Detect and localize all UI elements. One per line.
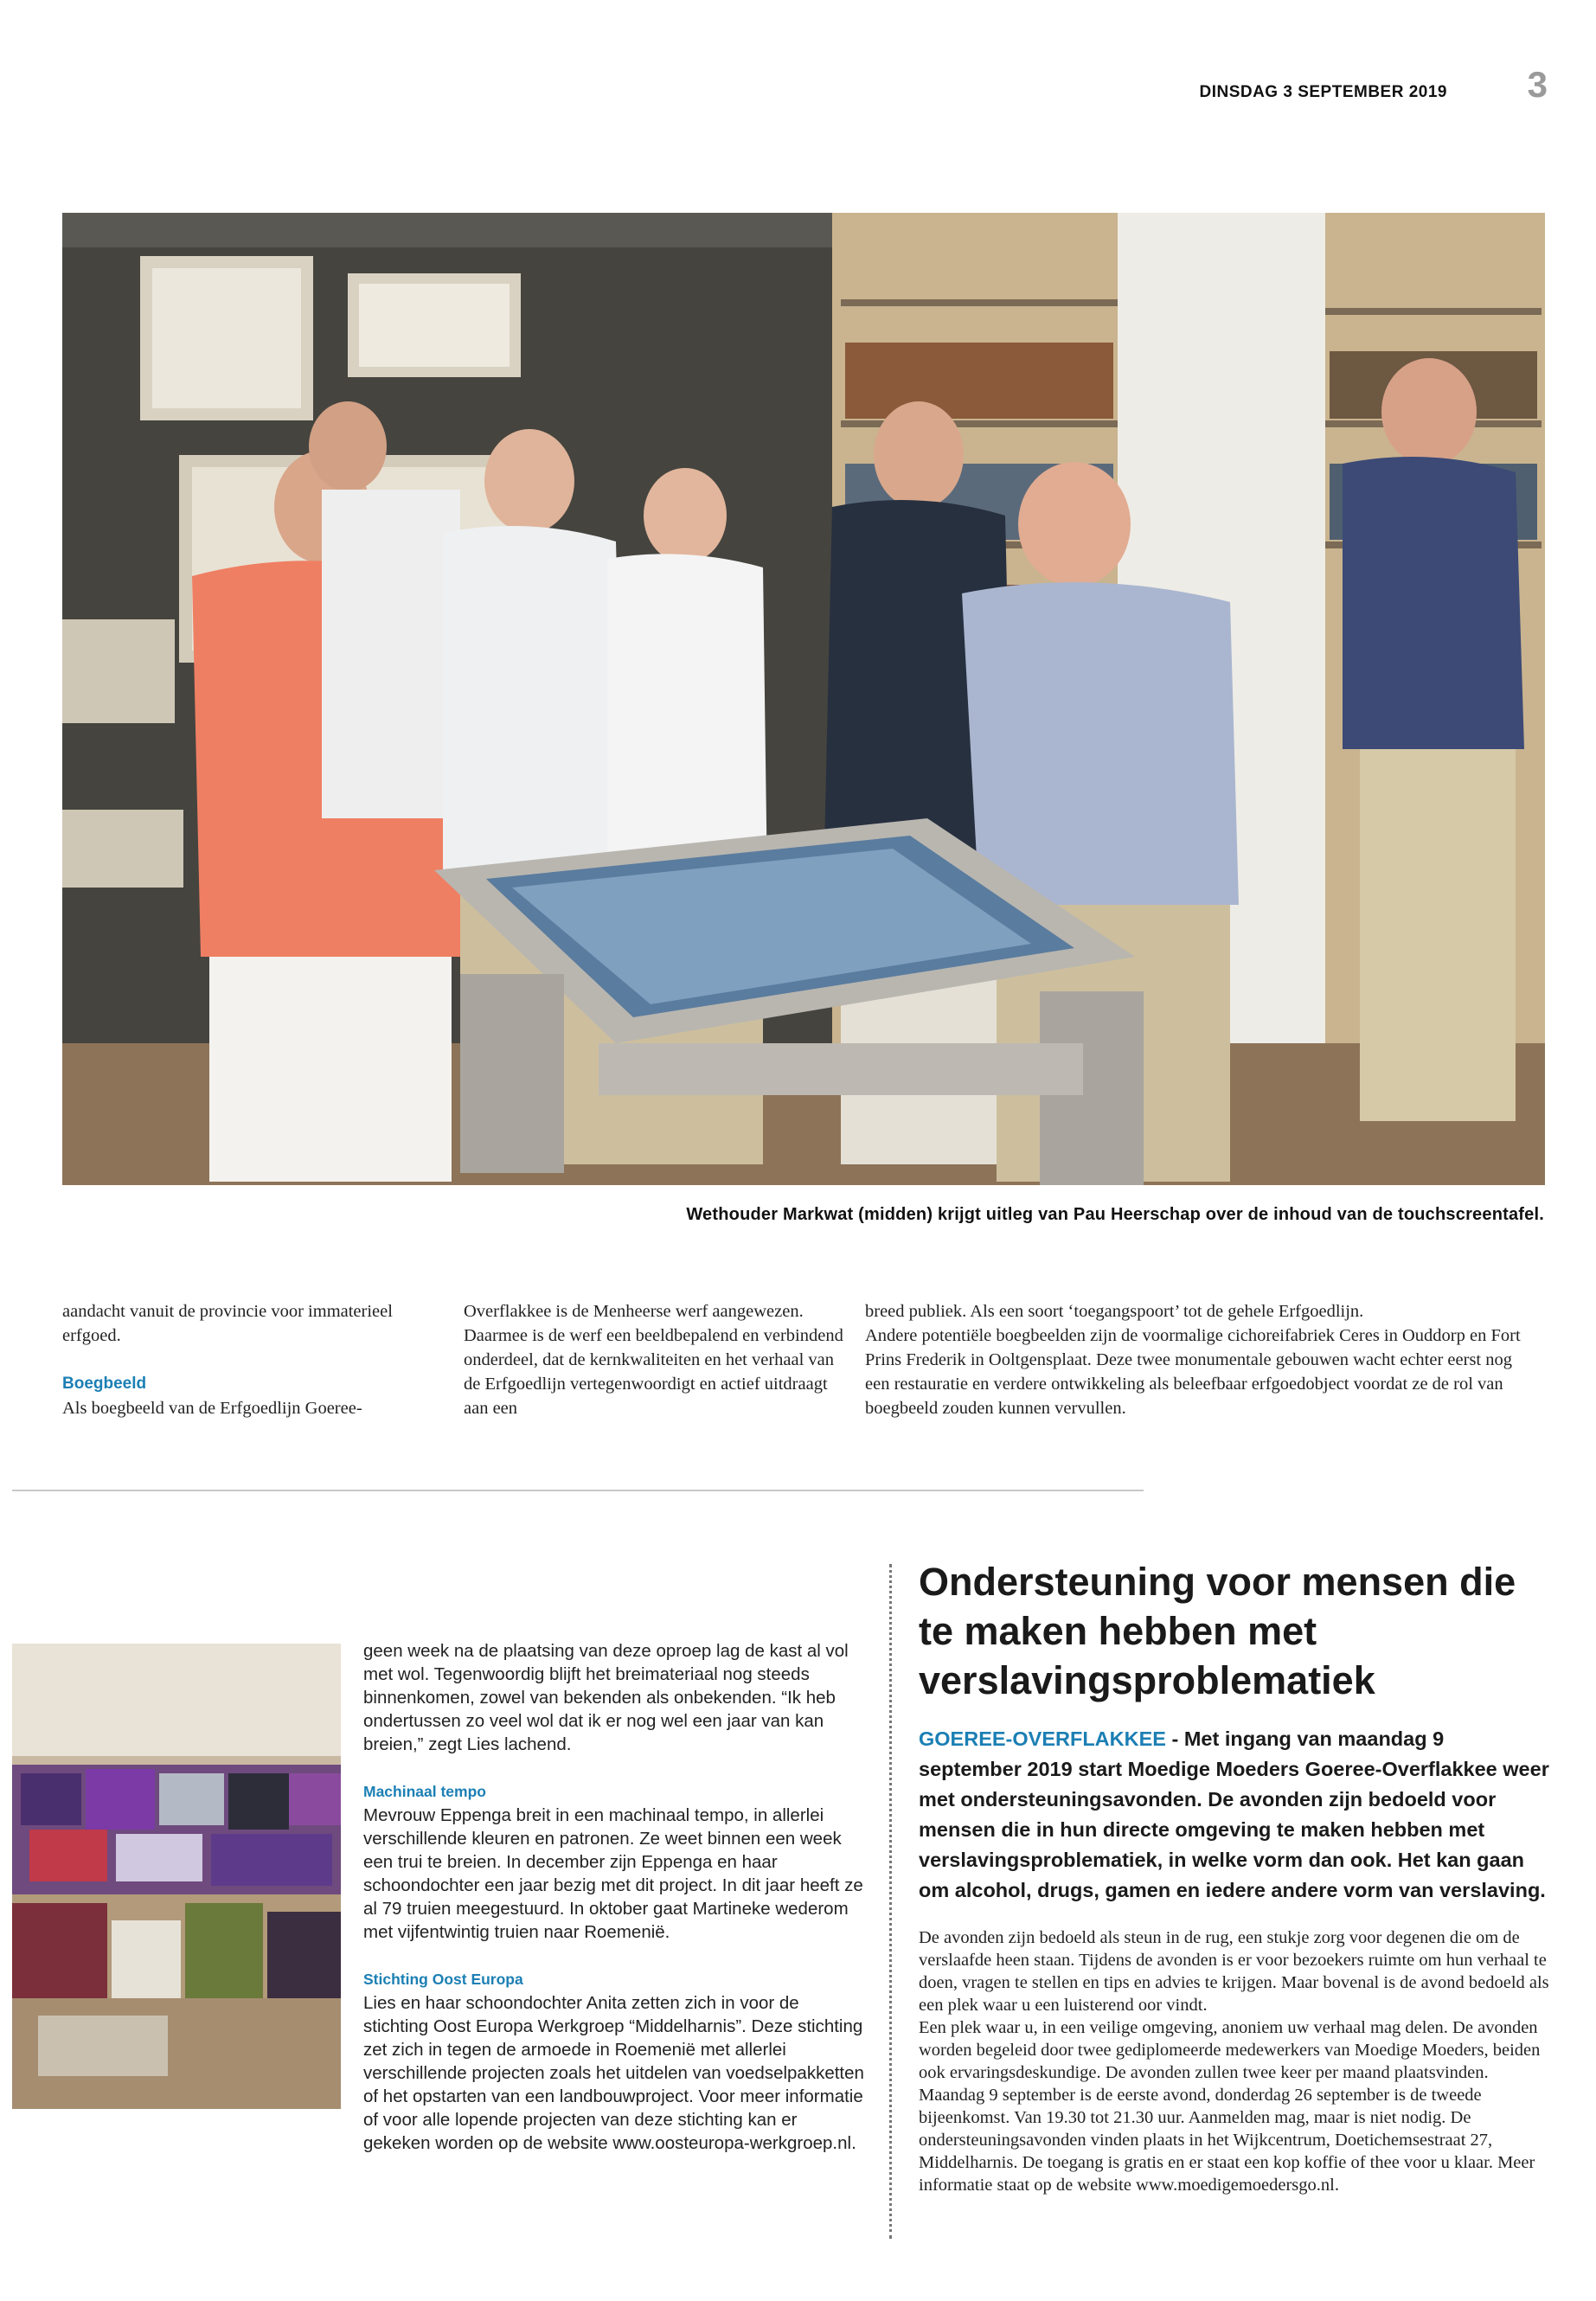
- column-divider: [889, 1564, 892, 2239]
- knitting-photo: [12, 1644, 341, 2109]
- article1-subhead-boegbeeld: Boegbeeld: [62, 1375, 147, 1393]
- main-photo-caption: Wethouder Markwat (midden) krijgt uitleg van Pau Heerschap over de inhoud van de touchscreentafel.: [686, 1205, 1544, 1224]
- section-divider: [12, 1490, 1144, 1491]
- knitting-subhead-stichting-oost-europa: Stichting Oost Europa: [363, 1971, 523, 1988]
- article1-column-3: [865, 1299, 1540, 1420]
- article1-column-1: [62, 1299, 436, 1420]
- article1-col2-paragraph: Overflakkee is de Menheerse werf aangewezen. Daarmee is de werf een beeldbepalend en verbindend onderdeel, dat de kernkwaliteiten en het verhaal van de Erfgoedlijn vertegenwoordigt en actief uitdraagt aan een: [464, 1302, 843, 1418]
- article1-col3-paragraph-2: Andere potentiële boegbeelden zijn de voormalige cichoreifabriek Ceres in Ouddorp en Fort Prins Frederik in Ooltgensplaat. Deze twee monumentale gebouwen wacht echter eerst nog een restauratie en verdere ontwikkeling als beleefbaar erfgoedobject voordat ze de rol van boegbeeld zouden kunnen vervullen.: [865, 1326, 1521, 1418]
- knitting-paragraph-3: Lies en haar schoondochter Anita zetten zich in voor de stichting Oost Europa Werkgroep “Middelharnis”. Deze stichting zet zich in tegen de armoede in Roemenië met allerlei verschillende projecten zoals het uitdelen van voedselpakketten of het opstarten van een landbouwproject. Voor meer informatie of voor alle lopende projecten van deze stichting kan er gekeken worden op de website www.oosteuropa-werkgroep.nl.: [363, 1993, 864, 2153]
- article2-lead: [919, 1724, 1550, 1906]
- article1-col1-paragraph: aandacht vanuit de provincie voor immaterieel erfgoed.: [62, 1302, 393, 1345]
- article1-column-2: [464, 1299, 844, 1420]
- article2-paragraph-1: De avonden zijn bedoeld als steun in de rug, een stukje zorg voor degenen die om de verslaafde heen staan. Tijdens de avonden is er voor bezoekers ruimte om hun verhaal te doen, vragen te stellen en tips en advies te krijgen. Maar bovenal is de avond bedoeld als een plek waar u een luisterend oor vindt.: [919, 1928, 1549, 2015]
- article2-paragraph-2: Een plek waar u, in een veilige omgeving, anoniem uw verhaal mag delen. De avonden worden begeleid door twee gediplomeerde medewerkers van Moedige Moeders, beiden ook ervaringsdeskundige. De avonden zullen twee keer per maand plaatsvinden. Maandag 9 september is de eerste avond, donderdag 26 september is de tweede bijeenkomst. Van 19.30 tot 21.30 uur. Aanmelden mag, maar is niet nodig. De ondersteuningsavonden vinden plaats in het Wijkcentrum, Doetichemsestraat 27, Middelharnis. De toegang is gratis en er staat een kop koffie of thee voor u klaar. Meer informatie staat op de website www.moedigemoedersgo.nl.: [919, 2018, 1541, 2195]
- article1-col1-paragraph-2: Als boegbeeld van de Erfgoedlijn Goeree-: [62, 1399, 362, 1418]
- header-date: DINSDAG 3 SEPTEMBER 2019: [1199, 83, 1447, 101]
- main-photo: [62, 213, 1545, 1185]
- article2-body: [919, 1926, 1550, 2196]
- article2: [919, 1557, 1550, 2196]
- article2-lead-text: - Met ingang van maandag 9 september 2019 start Moedige Moeders Goeree-Overflakkee weer met ondersteuningsavonden. De avonden zijn bedoeld voor mensen die in hun directe omgeving te maken hebben met verslavingsproblematiek, in welke vorm dan ook. Het kan gaan om alcohol, drugs, gamen en iedere andere vorm van verslaving.: [919, 1727, 1549, 1901]
- knitting-article: [363, 1639, 867, 2155]
- knitting-paragraph-2: Mevrouw Eppenga breit in een machinaal tempo, in allerlei verschillende kleuren en patronen. Ze weet binnen een week een trui te breien. In december zijn Eppenga en haar schoondochter een jaar bezig met dit project. In dit jaar heeft ze al 79 truien meegestuurd. In oktober gaat Martineke wederom met vijfentwintig truien naar Roemenië.: [363, 1805, 863, 1942]
- article1-col3-paragraph: breed publiek. Als een soort ‘toegangspoort’ tot de gehele Erfgoedlijn.: [865, 1302, 1364, 1321]
- page-number: 3: [1527, 64, 1548, 105]
- knitting-subhead-machinaal-tempo: Machinaal tempo: [363, 1783, 486, 1800]
- knitting-paragraph-1: geen week na de plaatsing van deze oproep lag de kast al vol met wol. Tegenwoordig blijft het breimateriaal nog steeds binnenkomen, zowel van bekenden als onbekenden. “Ik heb ondertussen zo veel wol dat ik er nog wel een jaar van kan breien,” zegt Lies lachend.: [363, 1641, 849, 1754]
- article2-title: Ondersteuning voor mensen die te maken hebben met verslavingsproblematiek: [919, 1560, 1516, 1702]
- article2-dateline: GOEREE-OVERFLAKKEE: [919, 1727, 1166, 1750]
